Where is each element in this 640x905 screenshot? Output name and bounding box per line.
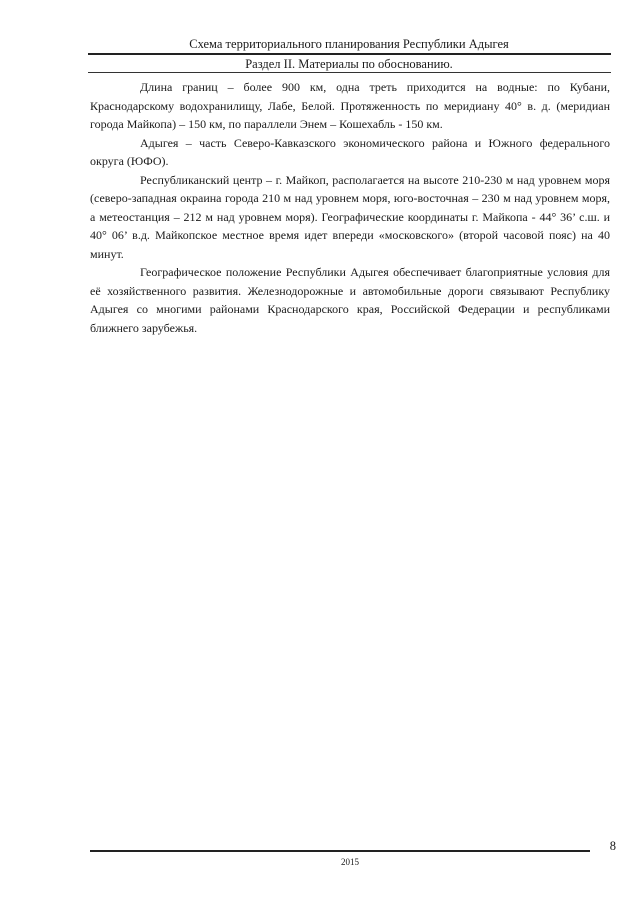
header-divider-top bbox=[88, 53, 611, 55]
body-text bbox=[90, 78, 610, 337]
paragraph-capital: Республиканский центр – г. Майкоп, располагается на высоте 210-230 м над уровнем моря (северо-западная окраина города 210 м над уровнем моря, юго-восточная – 230 м над уровнем моря, а метеостанция – 212 м над уровнем моря). Географические координаты г. Майкопа - 44° 36’ с.ш. и 40° 06’ в.д. Майкопское местное время идет впереди «московского» (второй часовой пояс) на 40 минут. bbox=[90, 172, 610, 261]
paragraph-borders: Длина границ – более 900 км, одна треть приходится на водные: по Кубани, Краснодарскому водохранилищу, Лабе, Белой. Протяженность по меридиану 40° в. д. (меридиан города Майкопа) – 150 км, по параллели Энем – Кошехабль - 150 км. bbox=[90, 80, 610, 131]
footer-year: 2015 bbox=[341, 857, 359, 867]
header-divider-bottom bbox=[88, 72, 611, 73]
paragraph-geography: Географическое положение Республики Адыгея обеспечивает благоприятные условия для её хозяйственного развития. Железнодорожные и автомобильные дороги связывают Республику Адыгея со многими районами Краснодарского края, Российской Федерации и республиками ближнего зарубежья. bbox=[90, 265, 610, 335]
page-number: 8 bbox=[609, 839, 616, 853]
paragraph-region: Адыгея – часть Северо-Кавказского экономического района и Южного федерального округа (ЮФО). bbox=[90, 135, 610, 168]
header-title: Схема территориального планирования Республики Адыгея bbox=[189, 37, 509, 51]
header-subtitle: Раздел II. Материалы по обоснованию. bbox=[245, 57, 453, 71]
footer-divider bbox=[90, 850, 590, 852]
